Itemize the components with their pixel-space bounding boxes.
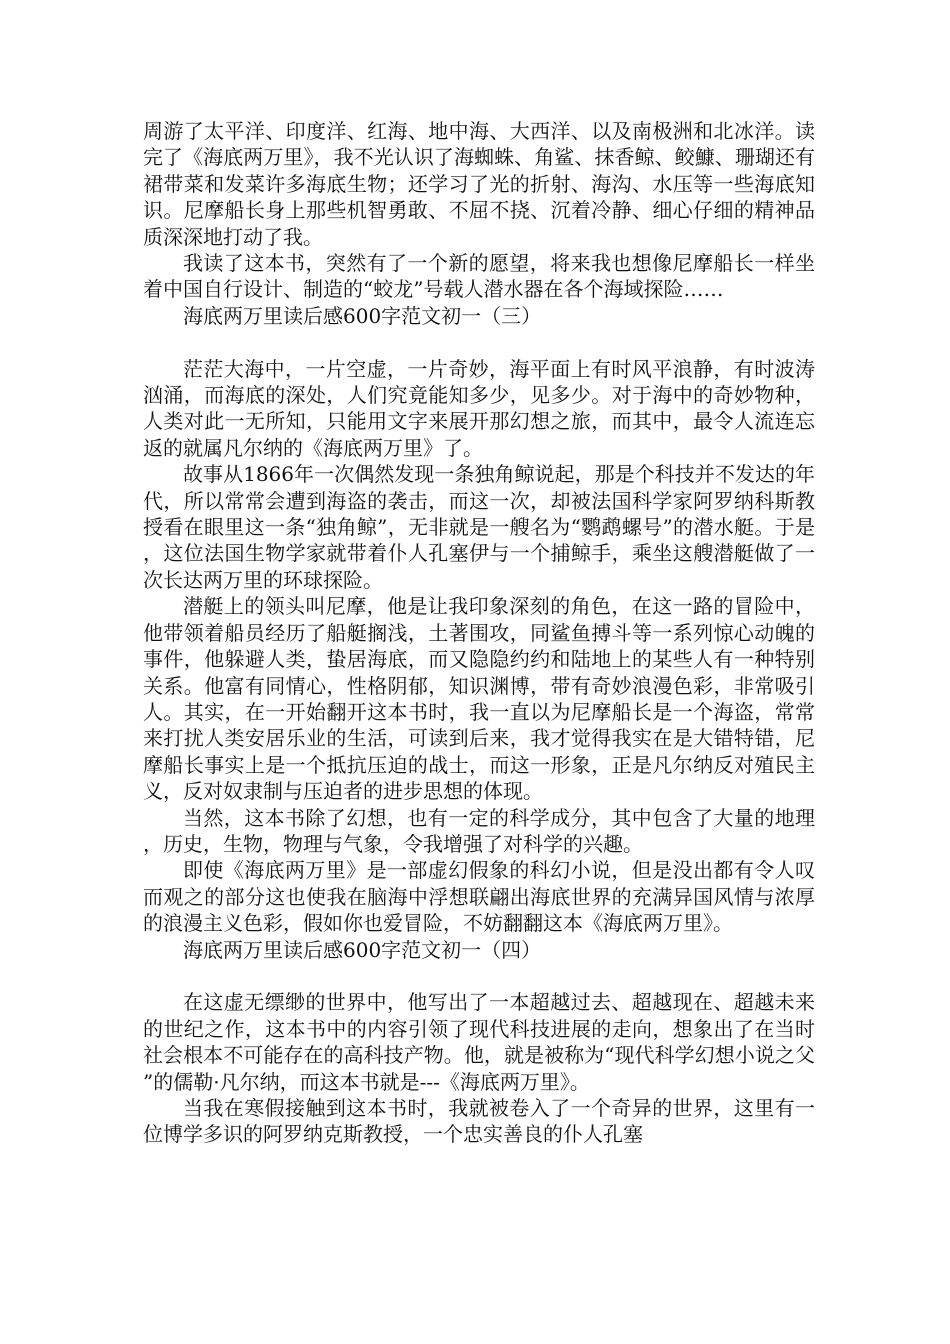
blank-line (143, 963, 815, 989)
paragraph-science-content: 当然，这本书除了幻想，也有一定的科学成分，其中包含了大量的地理，历史，生物，物理与气象，令我增强了对科学的兴趣。 (143, 805, 815, 856)
document-page (143, 118, 815, 1148)
section-heading-three: 海底两万里读后感600字范文初一（三） (183, 303, 542, 328)
blank-line (143, 329, 815, 355)
paragraph-verne-intro: 在这虚无缥缈的世界中，他写出了一本超越过去、超越现在、超越未来的世纪之作，这本书中的内容引领了现代科技进展的走向，想象出了在当时社会根本不可能存在的高科技产物。他，就是被称为“现代科学幻想小说之父”的儒勒·凡尔纳，而这本书就是---《海底两万里》。 (143, 990, 815, 1094)
paragraph-story-1866: 故事从1866年一次偶然发现一条独角鲸说起，那是个科技并不发达的年代，所以常常会遭到海盗的袭击，而这一次，却被法国科学家阿罗纳科斯教授看在眼里这一条“独角鲸”，无非就是一艘名为“鹦鹉螺号”的潜水艇。于是，这位法国生物学家就带着仆人孔塞伊与一个捕鲸手，乘坐这艘潜艇做了一次长达两万里的环球探险。 (143, 462, 815, 592)
paragraph-winter-vacation: 当我在寒假接触到这本书时，我就被卷入了一个奇异的世界，这里有一位博学多识的阿罗纳克斯教授，一个忠实善良的仆人孔塞 (143, 1096, 815, 1147)
paragraph-recommendation: 即使《海底两万里》是一部虚幻假象的科幻小说，但是没出都有令人叹而观之的部分这也使我在脑海中浮想联翩出海底世界的充满异国风情与浓厚的浪漫主义色彩，假如你也爱冒险，不妨翻翻这本《海底两万里》。 (143, 858, 815, 936)
section-heading-four: 海底两万里读后感600字范文初一（四） (183, 937, 542, 962)
paragraph-vast-ocean: 茫茫大海中，一片空虚，一片奇妙，海平面上有时风平浪静，有时波涛汹涌，而海底的深处，人们究竟能知多少，见多少。对于海中的奇妙物种，人类对此一无所知，只能用文字来展开那幻想之旅，而其中，最令人流连忘返的就属凡尔纳的《海底两万里》了。 (143, 356, 815, 460)
paragraph-new-wish: 我读了这本书，突然有了一个新的愿望，将来我也想像尼摩船长一样坐着中国自行设计、制造的“蛟龙”号载人潜水器在各个海域探险…… (143, 251, 815, 302)
paragraph-captain-nemo: 潜艇上的领头叫尼摩，他是让我印象深刻的角色，在这一路的冒险中，他带领着船员经历了船艇搁浅，土著围攻，同鲨鱼搏斗等一系列惊心动魄的事件，他躲避人类，蛰居海底，而又隐隐约约和陆地上的某些人有一种特别关系。他富有同情心，性格阴郁，知识渊博，带有奇妙浪漫色彩，非常吸引人。其实，在一开始翻开这本书时，我一直以为尼摩船长是一个海盗，常常来打扰人类安居乐业的生活，可读到后来，我才觉得我实在是大错特错，尼摩船长事实上是一个抵抗压迫的战士，而这一形象，正是凡尔纳反对殖民主义，反对奴隶制与压迫者的进步思想的体现。 (143, 594, 815, 804)
paragraph-intro-continued: 周游了太平洋、印度洋、红海、地中海、大西洋、以及南极洲和北冰洋。读完了《海底两万里》，我不光认识了海蜘蛛、角鲨、抹香鲸、鲛鱇、珊瑚还有裙带菜和发菜许多海底生物；还学习了光的折射、海沟、水压等一些海底知识。尼摩船长身上那些机智勇敢、不屈不挠、沉着冷静、细心仔细的精神品质深深地打动了我。 (143, 119, 815, 249)
